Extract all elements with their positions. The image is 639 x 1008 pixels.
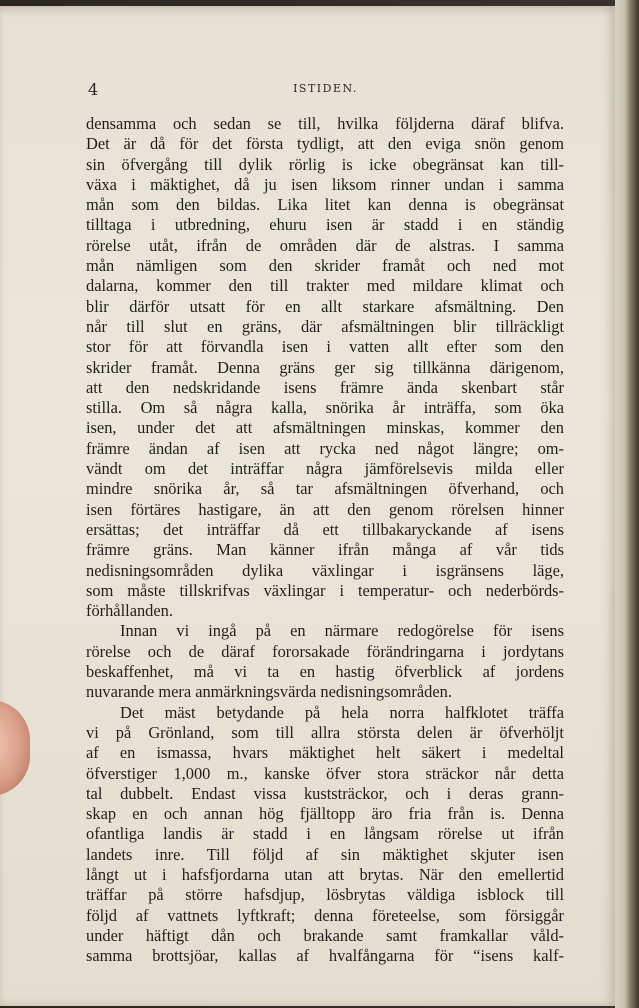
text-line: skap en och annan hög fjälltopp äro fria från is. Denna	[86, 804, 564, 824]
text-line: Innan vi ingå på en närmare redogörelse för isens	[120, 621, 564, 641]
text-line: landets inre. Till följd af sin mäktighet skjuter isen	[86, 844, 564, 864]
text-line: tal dubbelt. Endast vissa kuststräckor, och i deras grann-	[86, 783, 564, 803]
text-line: ofantliga landis är stadd i en långsam rörelse ut ifrån	[86, 824, 564, 844]
text-line: dalarna, kommer den till trakter med mildare klimat och	[86, 276, 564, 296]
text-line: förhållanden.	[86, 601, 173, 621]
text-line: isen förtäres hastigare, än att den genom rörelsen hinner	[86, 499, 564, 519]
text-line: mån nämligen som den skrider framåt och ned mot	[86, 256, 564, 276]
text-line: stor för att förvandla isen i vatten allt efter som den	[86, 337, 564, 357]
text-line: främre gräns. Man känner ifrån många af vår tids	[86, 540, 564, 560]
text-line: långt ut i hafsfjordarna utan att brytas. När den emellertid	[86, 864, 564, 884]
body-text	[86, 114, 564, 966]
text-line: träffar på större hafsdjup, lösbrytas väldiga isblock till	[86, 885, 564, 905]
text-line: under häftigt dån och brakande samt framkallar våld-	[86, 925, 564, 945]
text-line: isen, under det att afsmältningen minskas, kommer den	[86, 418, 564, 438]
page-header	[88, 80, 563, 102]
text-line: stilla. Om så några kalla, snörika år inträffa, som öka	[86, 398, 564, 418]
running-title: ISTIDEN.	[293, 82, 358, 95]
text-line: att den nedskridande isens främre ända skenbart står	[86, 377, 564, 397]
text-line: mindre snörika år, så tar afsmältningen öfverhand, och	[86, 479, 564, 499]
text-line: nuvarande mera anmärkningsvärda nedisningsområden.	[86, 682, 452, 702]
text-line: densamma och sedan se till, hvilka följderna däraf blifva.	[86, 114, 564, 133]
text-line: af en ismassa, hvars mäktighet helt säkert i medeltal	[86, 743, 564, 763]
text-line: når till slut en gräns, där afsmältningen blir tillräckligt	[86, 316, 564, 336]
page-edge-shadow	[615, 0, 639, 1008]
text-line: främre ändan af isen att rycka ned något längre; om-	[86, 438, 564, 458]
text-line: beskaffenhet, må vi ta en hastig öfverblick af jordens	[86, 662, 564, 682]
text-line: mån som den bildas. Lika litet kan denna is obegränsat	[86, 195, 564, 215]
text-line: vi på Grönland, som till allra största delen är öfverhöljt	[86, 722, 564, 742]
text-line: ersättas; det inträffar då ett tillbakaryckande af isens	[86, 519, 564, 539]
text-line: följd af vattnets lyftkraft; denna företeelse, som försiggår	[86, 905, 564, 925]
text-line: växa i mäktighet, då ju isen liksom rinner undan i samma	[86, 174, 564, 194]
text-line: rörelse utåt, ifrån de områden där de alstras. I samma	[86, 235, 564, 255]
text-line: Det mäst betydande på hela norra halfklotet träffa	[120, 702, 564, 722]
text-line: tilltaga i utbredning, ehuru isen är stadd i en ständig	[86, 215, 564, 235]
text-line: blir därför utsatt för en allt starkare afsmältning. Den	[86, 296, 564, 316]
text-line: som måste tillskrifvas växlingar i temperatur- och nederbörds-	[86, 580, 564, 600]
text-line: rörelse och de däraf fororsakade förändringarna i jordytans	[86, 641, 564, 661]
text-line: vändt om det inträffar några jämförelsevis milda eller	[86, 459, 564, 479]
text-line: öfverstiger 1,000 m., kanske öfver stora sträckor når detta	[86, 763, 564, 783]
text-line: nedisningsområden dylika växlingar i isgränsens läge,	[86, 560, 564, 580]
text-line: Det är då för det första tydligt, att den eviga snön genom	[86, 134, 564, 154]
page-number: 4	[88, 80, 99, 99]
book-page	[0, 6, 616, 1006]
text-line: sin öfvergång till dylik rörlig is icke obegränsat kan till-	[86, 154, 564, 174]
text-line: samma brottsjöar, kallas af hvalfångarna för “isens kalf-	[86, 946, 564, 966]
text-line: skrider framåt. Denna gräns ger sig tillkänna därigenom,	[86, 357, 564, 377]
